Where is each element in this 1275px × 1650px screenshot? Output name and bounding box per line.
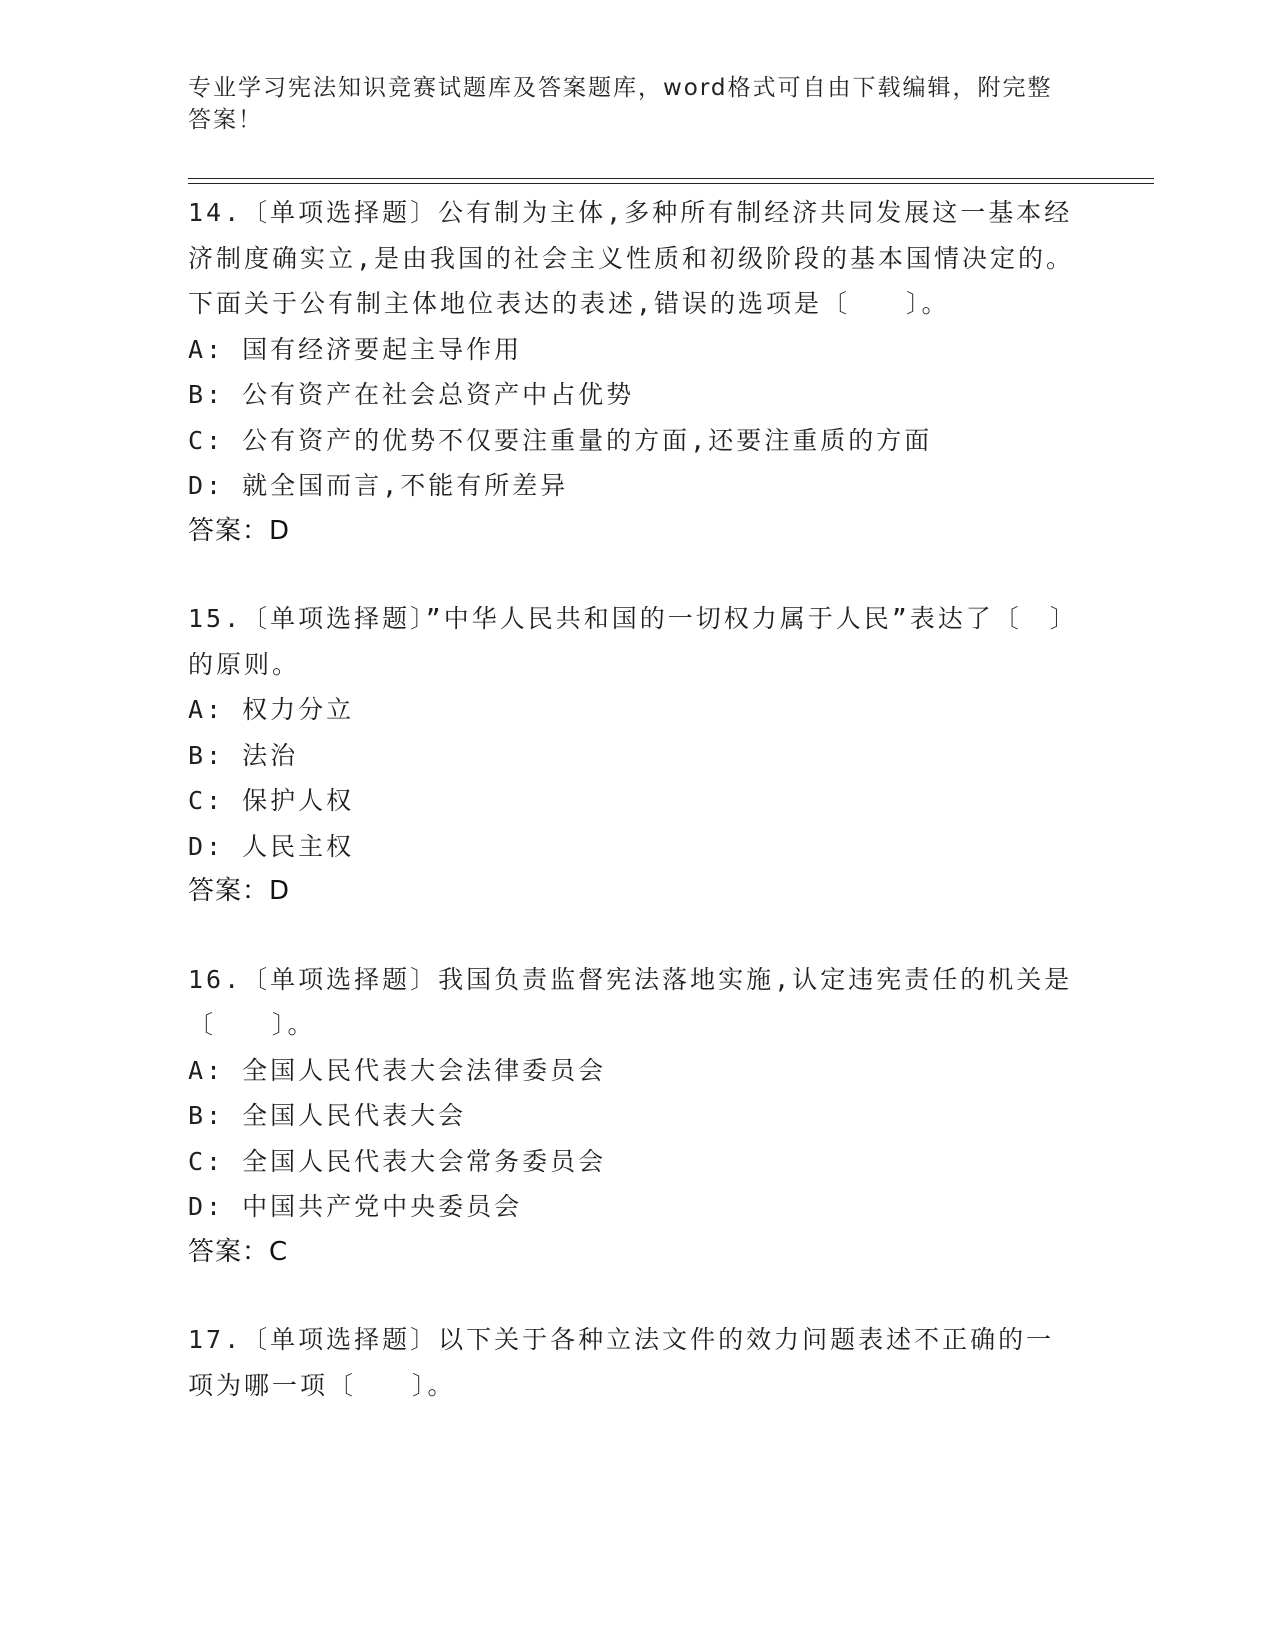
- option-d: D: 中国共产党中央委员会: [188, 1192, 523, 1221]
- option-b: B: 法治: [188, 740, 299, 770]
- answer-line: 答案：D: [188, 515, 291, 546]
- question-text: 17.〔单项选择题〕以下关于各种立法文件的效力问题表述不正确的一项为哪一项〔 〕。: [188, 1325, 1055, 1400]
- question-list: [188, 190, 1088, 1450]
- option-a: A: 全国人民代表大会法律委员会: [188, 1055, 607, 1085]
- option-c: C: 公有资产的优势不仅要注重量的方面,还要注重质的方面: [188, 425, 933, 455]
- question-text: 15.〔单项选择题〕”中华人民共和国的一切权力属于人民”表达了〔 〕的原则。: [188, 604, 1078, 679]
- question-16: [188, 957, 1088, 1276]
- question-text: 14.〔单项选择题〕公有制为主体,多种所有制经济共同发展这一基本经济制度确实立,是由我国的社会主义性质和初级阶段的基本国情决定的。下面关于公有制主体地位表达的表述,错误的选项是〔 〕。: [188, 198, 1075, 318]
- header-divider-bottom: [188, 183, 1154, 184]
- option-d: D: 就全国而言,不能有所差异: [188, 471, 569, 500]
- option-b: B: 全国人民代表大会: [188, 1101, 467, 1130]
- option-d: D: 人民主权: [188, 831, 355, 861]
- option-c: C: 保护人权: [188, 786, 355, 815]
- option-b: B: 公有资产在社会总资产中占优势: [188, 380, 635, 409]
- question-text: 16.〔单项选择题〕我国负责监督宪法落地实施,认定违宪责任的机关是〔 〕。: [188, 964, 1073, 1039]
- header-divider-top: [188, 178, 1154, 179]
- option-a: A: 国有经济要起主导作用: [188, 334, 523, 364]
- document-header: 专业学习宪法知识竞赛试题库及答案题库，word格式可自由下载编辑，附完整答案！: [188, 75, 1053, 133]
- answer-line: 答案：D: [188, 876, 291, 906]
- question-14: [188, 190, 1088, 554]
- question-15: [188, 596, 1088, 915]
- option-a: A: 权力分立: [188, 695, 355, 724]
- question-17: [188, 1317, 1088, 1408]
- answer-line: 答案：C: [188, 1236, 289, 1267]
- option-c: C: 全国人民代表大会常务委员会: [188, 1146, 607, 1176]
